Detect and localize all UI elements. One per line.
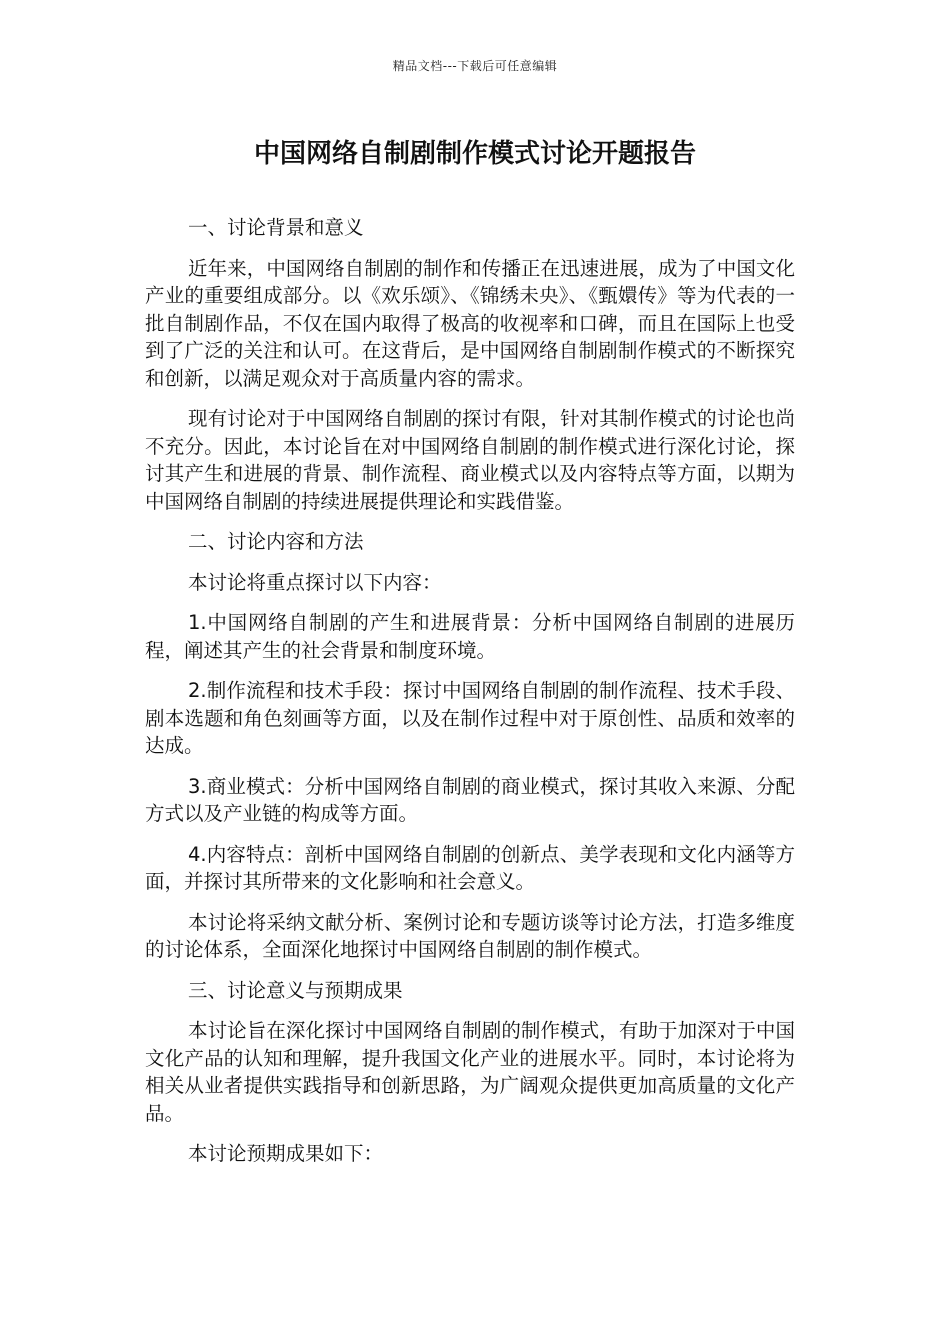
section-heading-background: 一、讨论背景和意义 [188,216,364,239]
list-item-background: 1.中国网络自制剧的产生和进展背景：分析中国网络自制剧的进展历程，阐述其产生的社会背景和制度环境。 [145,611,795,662]
paragraph-research-gap: 现有讨论对于中国网络自制剧的探讨有限，针对其制作模式的讨论也尚不充分。因此，本讨论旨在对中国网络自制剧的制作模式进行深化讨论，探讨其产生和进展的背景、制作流程、商业模式以及内容特点等方面，以期为中国网络自制剧的持续进展提供理论和实践借鉴。 [145,407,795,513]
paragraph-expected-results: 本讨论预期成果如下： [188,1142,384,1165]
header-note: 精品文档---下载后可任意编辑 [392,59,558,73]
list-item-content-features: 4.内容特点：剖析中国网络自制剧的创新点、美学表现和文化内涵等方面，并探讨其所带来的文化影响和社会意义。 [145,842,795,893]
section-heading-content-methods: 二、讨论内容和方法 [188,530,364,553]
document-body [145,214,795,1181]
paragraph-methods: 本讨论将采纳文献分析、案例讨论和专题访谈等讨论方法，打造多维度的讨论体系，全面深化地探讨中国网络自制剧的制作模式。 [145,910,795,961]
list-item-production-process: 2.制作流程和技术手段：探讨中国网络自制剧的制作流程、技术手段、剧本选题和角色刻画等方面，以及在制作过程中对于原创性、品质和效率的达成。 [145,679,795,757]
paragraph-content-intro: 本讨论将重点探讨以下内容： [188,570,442,594]
list-item-business-model: 3.商业模式：分析中国网络自制剧的商业模式，探讨其收入来源、分配方式以及产业链的构成等方面。 [145,774,795,825]
paragraph-significance: 本讨论旨在深化探讨中国网络自制剧的制作模式，有助于加深对于中国文化产品的认知和理解，提升我国文化产业的进展水平。同时，本讨论将为相关从业者提供实践指导和创新思路，为广阔观众提供更加高质量的文化产品。 [145,1019,795,1125]
document-title: 中国网络自制剧制作模式讨论开题报告 [253,139,696,169]
paragraph-background: 近年来，中国网络自制剧的制作和传播正在迅速进展，成为了中国文化产业的重要组成部分。以《欢乐颂》、《锦绣未央》、《甄嬛传》等为代表的一批自制剧作品，不仅在国内取得了极高的收视率和口碑，而且在国际上也受到了广泛的关注和认可。在这背后，是中国网络自制剧制作模式的不断探究和创新，以满足观众对于高质量内容的需求。 [145,256,795,390]
section-heading-significance: 三、讨论意义与预期成果 [188,978,403,1002]
